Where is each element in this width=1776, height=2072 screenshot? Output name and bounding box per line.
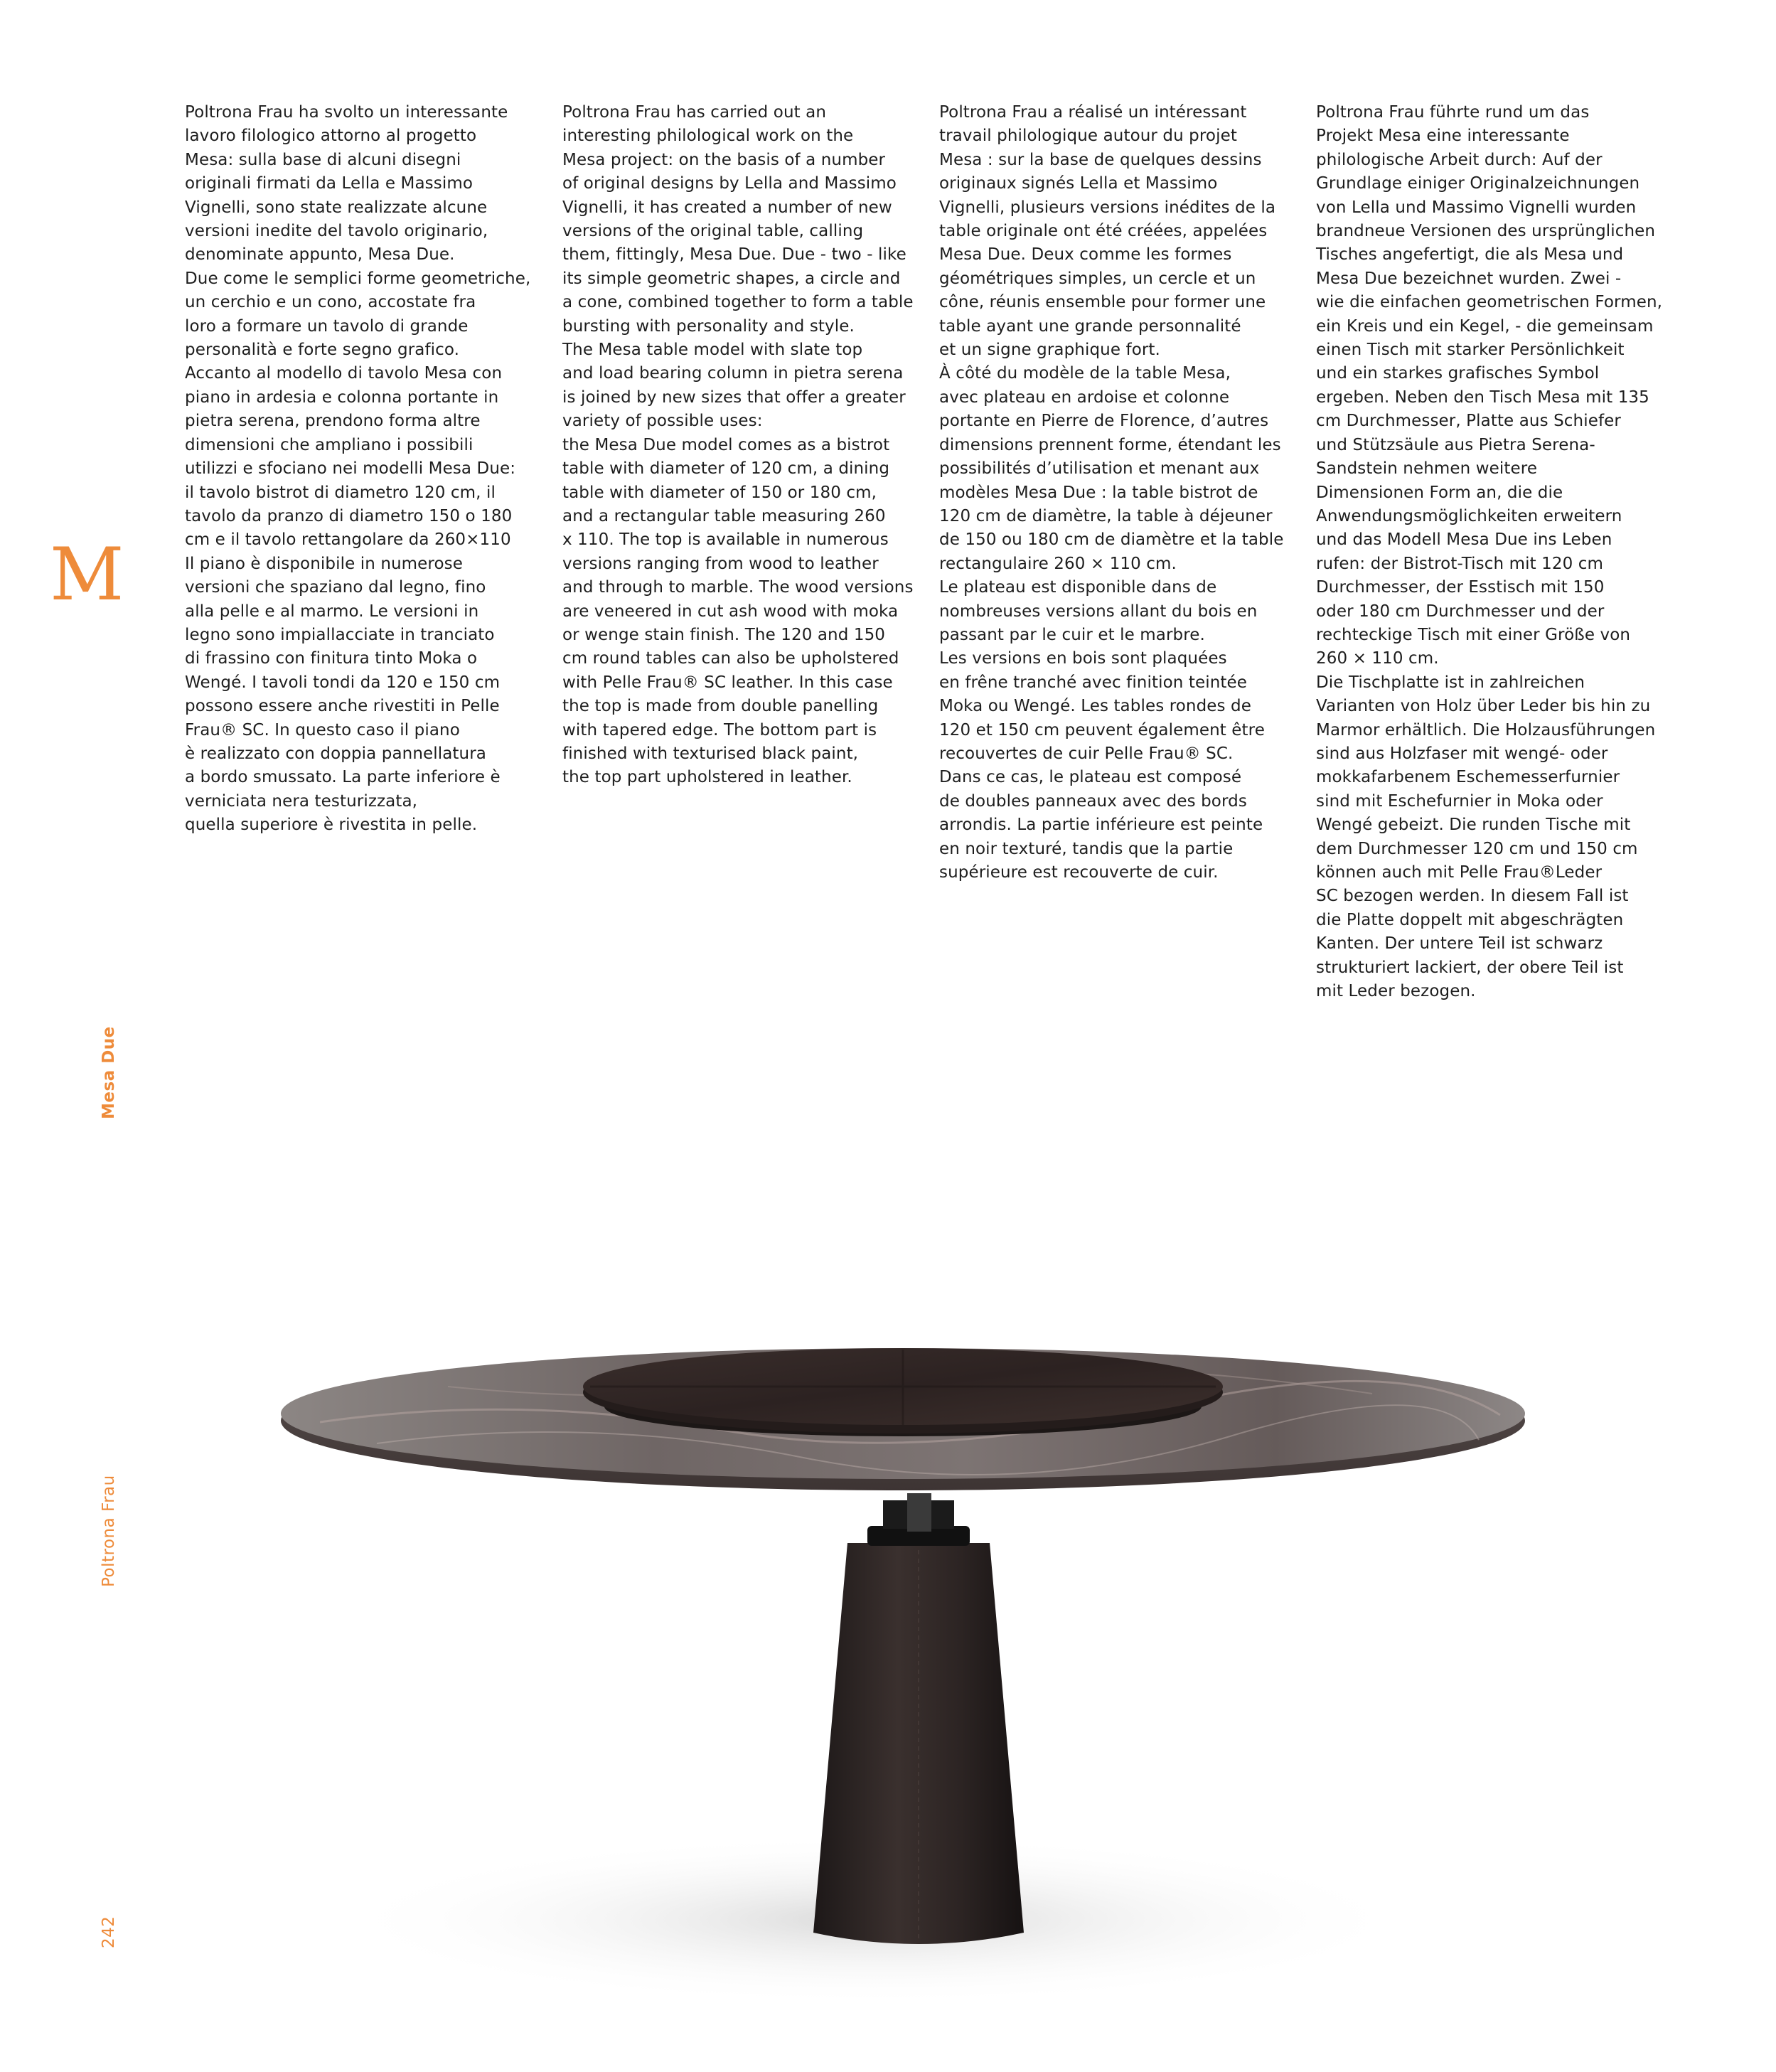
text-line: et un signe graphique fort.	[939, 341, 1160, 360]
text-line: Vignelli, sono state realizzate alcune	[185, 198, 488, 217]
italian-text-column	[185, 101, 540, 838]
text-line: Marmor erhältlich. Die Holzausführungen	[1316, 720, 1656, 739]
text-line: è realizzato con doppia pannellatura	[185, 744, 486, 763]
text-line: table ayant une grande personnalité	[939, 316, 1241, 336]
text-line: Mesa project: on the basis of a number	[562, 150, 886, 169]
text-line: nombreuses versions allant du bois en	[939, 602, 1258, 621]
text-line: 120 et 150 cm peuvent également être	[939, 720, 1265, 739]
text-line: sind mit Eschefurnier in Moka oder	[1316, 791, 1603, 811]
text-line: de 150 ou 180 cm de diamètre et la table	[939, 530, 1284, 550]
text-line: mit Leder bezogen.	[1316, 982, 1476, 1001]
text-line: Kanten. Der untere Teil ist schwarz	[1316, 934, 1603, 954]
text-line: und das Modell Mesa Due ins Leben	[1316, 530, 1612, 550]
text-line: ein Kreis und ein Kegel, - die gemeinsam	[1316, 316, 1654, 336]
text-line: die Platte doppelt mit abgeschrägten	[1316, 910, 1624, 929]
text-line: Varianten von Holz über Leder bis hin zu	[1316, 697, 1651, 716]
text-line: wie die einfachen geometrischen Formen,	[1316, 293, 1663, 312]
text-line: versions ranging from wood to leather	[562, 554, 879, 573]
text-line: versioni inedite del tavolo originario,	[185, 222, 488, 241]
text-line: Poltrona Frau ha svolto un interessante	[185, 103, 508, 122]
text-line: are veneered in cut ash wood with moka	[562, 602, 899, 621]
text-line: Durchmesser, der Esstisch mit 150	[1316, 578, 1605, 597]
mesa-due-table-photo	[164, 1315, 1571, 2026]
text-line: mokkafarbenem Eschemesserfurnier	[1316, 768, 1620, 787]
german-text-column	[1316, 101, 1671, 1003]
text-line: À côté du modèle de la table Mesa,	[939, 364, 1231, 383]
text-line: Mesa Due bezeichnet wurden. Zwei -	[1316, 269, 1622, 288]
text-line: or wenge stain finish. The 120 and 150	[562, 625, 886, 644]
text-line: arrondis. La partie inférieure est peinte	[939, 816, 1263, 835]
text-line: oder 180 cm Durchmesser und der	[1316, 602, 1605, 621]
text-line: possibilités d’utilisation et menant aux	[939, 459, 1260, 479]
text-line: können auch mit Pelle Frau®Leder	[1316, 863, 1603, 882]
brand-name-vertical: Poltrona Frau	[100, 1475, 118, 1587]
text-line: Frau® SC. In questo caso il piano	[185, 720, 460, 739]
text-line: tavolo da pranzo di diametro 150 o 180	[185, 506, 513, 525]
text-line: sind aus Holzfaser mit wengé- oder	[1316, 744, 1608, 763]
text-line: en noir texturé, tandis que la partie	[939, 839, 1234, 858]
text-line: einen Tisch mit starker Persönlichkeit	[1316, 341, 1625, 360]
text-line: verniciata nera testurizzata,	[185, 791, 418, 811]
text-line: dimensions prennent forme, étendant les	[939, 435, 1281, 454]
text-line: Vignelli, it has created a number of new	[562, 198, 892, 217]
text-line: quella superiore è rivestita in pelle.	[185, 816, 478, 835]
text-line: von Lella und Massimo Vignelli wurden	[1316, 198, 1637, 217]
text-line: originaux signés Lella et Massimo	[939, 174, 1218, 193]
text-line: and a rectangular table measuring 260	[562, 506, 886, 525]
text-line: avec plateau en ardoise et colonne	[939, 388, 1230, 407]
text-line: Les versions en bois sont plaquées	[939, 649, 1227, 668]
text-line: Due come le semplici forme geometriche,	[185, 269, 531, 288]
text-line: Sandstein nehmen weitere	[1316, 459, 1538, 479]
text-line: un cerchio e un cono, accostate fra	[185, 293, 476, 312]
text-line: Projekt Mesa eine interessante	[1316, 127, 1570, 146]
text-line: and through to marble. The wood versions	[562, 578, 914, 597]
section-title-vertical: Mesa Due	[100, 1026, 118, 1119]
text-line: Anwendungsmöglichkeiten erweitern	[1316, 506, 1622, 525]
text-line: il tavolo bistrot di diametro 120 cm, il	[185, 483, 496, 502]
text-line: strukturiert lackiert, der obere Teil ist	[1316, 958, 1624, 977]
text-line: a bordo smussato. La parte inferiore è	[185, 768, 501, 787]
text-line: Vignelli, plusieurs versions inédites de la	[939, 198, 1276, 217]
text-line: rectangulaire 260 × 110 cm.	[939, 554, 1177, 573]
text-line: x 110. The top is available in numerous	[562, 530, 889, 550]
text-line: SC bezogen werden. In diesem Fall ist	[1316, 887, 1629, 906]
text-line: the top part upholstered in leather.	[562, 768, 852, 787]
text-line: of original designs by Lella and Massimo	[562, 174, 897, 193]
text-line: legno sono impiallacciate in tranciato	[185, 625, 495, 644]
text-line: Tisches angefertigt, die als Mesa und	[1316, 245, 1624, 265]
text-line: brandneue Versionen des ursprünglichen	[1316, 222, 1656, 241]
text-line: Die Tischplatte ist in zahlreichen	[1316, 673, 1585, 692]
text-line: the Mesa Due model comes as a bistrot	[562, 435, 890, 454]
text-line: rufen: der Bistrot-Tisch mit 120 cm	[1316, 554, 1603, 573]
text-line: utilizzi e sfociano nei modelli Mesa Due:	[185, 459, 516, 479]
text-line: pietra serena, prendono forma altre	[185, 412, 481, 431]
text-line: travail philologique autour du projet	[939, 127, 1237, 146]
text-line: bursting with personality and style.	[562, 316, 855, 336]
text-line: versioni che spaziano dal legno, fino	[185, 578, 486, 597]
text-line: dimensioni che ampliano i possibili	[185, 435, 474, 454]
page-number: 242	[100, 1916, 118, 1948]
text-line: modèles Mesa Due : la table bistrot de	[939, 483, 1258, 502]
text-line: portante en Pierre de Florence, d’autres	[939, 412, 1269, 431]
text-line: lavoro filologico attorno al progetto	[185, 127, 477, 146]
text-line: loro a formare un tavolo di grande	[185, 316, 469, 336]
text-line: Accanto al modello di tavolo Mesa con	[185, 364, 503, 383]
text-line: Dimensionen Form an, die die	[1316, 483, 1563, 502]
text-line: the top is made from double panelling	[562, 697, 879, 716]
text-line: dem Durchmesser 120 cm und 150 cm	[1316, 839, 1638, 858]
text-line: denominate appunto, Mesa Due.	[185, 245, 455, 265]
section-initial-letter: M	[50, 533, 124, 617]
text-line: Poltrona Frau führte rund um das	[1316, 103, 1590, 122]
text-line: and load bearing column in pietra serena	[562, 364, 904, 383]
text-line: cm Durchmesser, Platte aus Schiefer	[1316, 412, 1621, 431]
text-line: Dans ce cas, le plateau est composé	[939, 768, 1242, 787]
text-line: Le plateau est disponible dans de	[939, 578, 1217, 597]
text-line: personalità e forte segno grafico.	[185, 341, 460, 360]
text-line: piano in ardesia e colonna portante in	[185, 388, 499, 407]
english-text-column	[562, 101, 925, 790]
text-line: und Stützsäule aus Pietra Serena-	[1316, 435, 1595, 454]
text-line: is joined by new sizes that offer a greater	[562, 388, 906, 407]
text-line: finished with texturised black paint,	[562, 744, 859, 763]
text-line: de doubles panneaux avec des bords	[939, 791, 1247, 811]
french-text-column	[939, 101, 1302, 885]
text-line: Mesa: sulla base di alcuni disegni	[185, 150, 461, 169]
text-line: passant par le cuir et le marbre.	[939, 625, 1205, 644]
text-line: géométriques simples, un cercle et un	[939, 269, 1256, 288]
text-line: a cone, combined together to form a table	[562, 293, 914, 312]
text-line: Mesa Due. Deux comme les formes	[939, 245, 1232, 265]
text-line: Il piano è disponibile in numerose	[185, 554, 463, 573]
text-line: cm e il tavolo rettangolare da 260×110	[185, 530, 511, 550]
text-line: Moka ou Wengé. Les tables rondes de	[939, 697, 1251, 716]
text-line: 260 × 110 cm.	[1316, 649, 1439, 668]
text-line: Poltrona Frau has carried out an	[562, 103, 827, 122]
text-line: rechteckige Tisch mit einer Größe von	[1316, 625, 1631, 644]
text-line: cm round tables can also be upholstered	[562, 649, 899, 668]
text-line: alla pelle e al marmo. Le versioni in	[185, 602, 479, 621]
text-line: The Mesa table model with slate top	[562, 341, 863, 360]
text-line: Wengé. I tavoli tondi da 120 e 150 cm	[185, 673, 501, 692]
text-line: Grundlage einiger Originalzeichnungen	[1316, 174, 1640, 193]
text-line: originali firmati da Lella e Massimo	[185, 174, 474, 193]
text-line: Poltrona Frau a réalisé un intéressant	[939, 103, 1247, 122]
text-line: its simple geometric shapes, a circle and	[562, 269, 901, 288]
text-line: interesting philological work on the	[562, 127, 854, 146]
text-line: table with diameter of 120 cm, a dining	[562, 459, 890, 479]
text-line: table originale ont été créées, appelées	[939, 222, 1268, 241]
text-line: variety of possible uses:	[562, 412, 763, 431]
text-line: with Pelle Frau® SC leather. In this case	[562, 673, 893, 692]
text-line: them, fittingly, Mesa Due. Due - two - like	[562, 245, 906, 265]
text-line: possono essere anche rivestiti in Pelle	[185, 697, 500, 716]
text-line: table with diameter of 150 or 180 cm,	[562, 483, 877, 502]
text-line: di frassino con finitura tinto Moka o	[185, 649, 478, 668]
text-line: with tapered edge. The bottom part is	[562, 720, 877, 739]
text-line: Mesa : sur la base de quelques dessins	[939, 150, 1262, 169]
text-line: 120 cm de diamètre, la table à déjeuner	[939, 506, 1273, 525]
text-line: cône, réunis ensemble pour former une	[939, 293, 1266, 312]
text-line: recouvertes de cuir Pelle Frau® SC.	[939, 744, 1234, 763]
text-line: en frêne tranché avec finition teintée	[939, 673, 1247, 692]
text-line: philologische Arbeit durch: Auf der	[1316, 150, 1603, 169]
text-line: Wengé gebeizt. Die runden Tische mit	[1316, 816, 1631, 835]
text-line: versions of the original table, calling	[562, 222, 864, 241]
text-line: und ein starkes grafisches Symbol	[1316, 364, 1600, 383]
text-line: supérieure est recouverte de cuir.	[939, 863, 1219, 882]
text-line: ergeben. Neben den Tisch Mesa mit 135	[1316, 388, 1649, 407]
